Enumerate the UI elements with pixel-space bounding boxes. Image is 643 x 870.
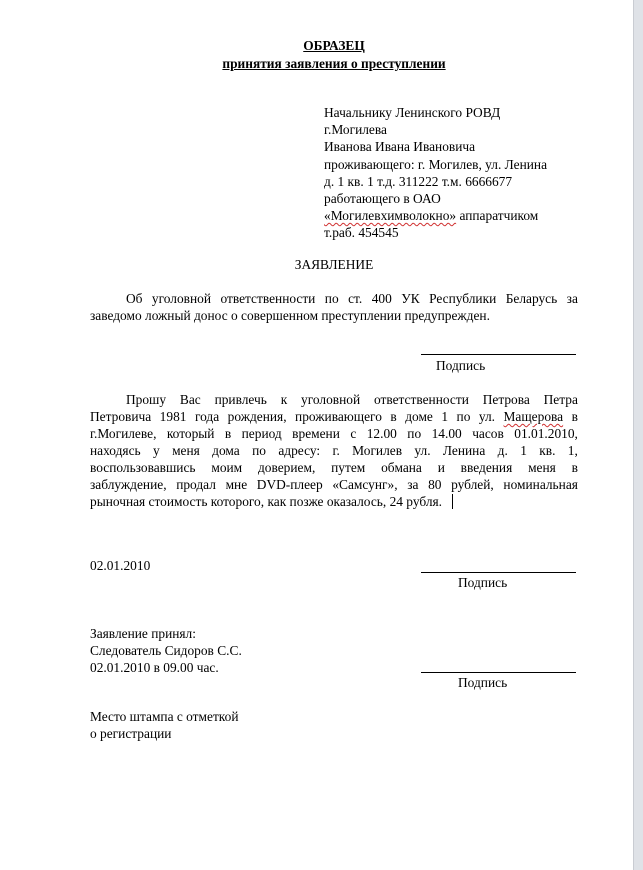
addressee-line: Начальнику Ленинского РОВД bbox=[324, 105, 501, 120]
addressee-line bbox=[324, 207, 547, 224]
stamp-note: Место штампа с отметкой bbox=[90, 709, 239, 724]
addressee-line: работающего в ОАО bbox=[324, 190, 441, 206]
complaint-paragraph bbox=[90, 391, 578, 510]
text-line: заведомо ложный донос о совершенном преступлении предупрежден. bbox=[90, 308, 490, 323]
word: 14.00 bbox=[431, 426, 462, 441]
word: воспользовавшись bbox=[90, 460, 196, 475]
word: доме bbox=[405, 409, 433, 424]
word: уголовной bbox=[151, 291, 212, 306]
word: 80 bbox=[428, 477, 442, 492]
word: период bbox=[241, 426, 282, 441]
word: «Самсунг», bbox=[332, 477, 398, 492]
word: рублей, bbox=[451, 477, 494, 492]
word: адресу: bbox=[278, 443, 321, 458]
addressee-line: г.Могилева bbox=[324, 122, 387, 138]
word: продал bbox=[176, 477, 216, 492]
word: 1, bbox=[567, 443, 578, 458]
word: по bbox=[324, 291, 339, 306]
word: кв. bbox=[539, 443, 556, 458]
spellcheck-word: «Могилевхимволокно» bbox=[324, 208, 457, 224]
word: Прошу bbox=[126, 392, 167, 407]
word: по bbox=[252, 443, 266, 458]
addressee-line: Иванова Ивана Ивановича bbox=[324, 139, 476, 155]
word: 01.01.2010, bbox=[514, 426, 578, 441]
word: ответственности bbox=[373, 392, 469, 407]
signature-label: Подпись bbox=[458, 575, 508, 590]
word: DVD-плеер bbox=[256, 477, 323, 492]
word: часов bbox=[472, 426, 504, 441]
signature-label: Подпись bbox=[436, 358, 486, 373]
word: по bbox=[456, 409, 471, 424]
addressee-line: проживающего: г. Могилев, ул. Ленина bbox=[324, 156, 548, 172]
word: 400 bbox=[371, 291, 392, 306]
word: в bbox=[571, 409, 578, 424]
word: Вас bbox=[179, 392, 201, 407]
word: Ленина bbox=[442, 443, 486, 458]
justified-line bbox=[90, 408, 578, 425]
word: года bbox=[194, 409, 220, 424]
justified-line bbox=[90, 425, 578, 442]
word: 1 bbox=[441, 409, 449, 424]
word: Мащерова bbox=[503, 409, 564, 424]
word: за bbox=[407, 477, 419, 492]
justified-line bbox=[90, 391, 578, 408]
accepted-line: Следователь Сидоров С.С. bbox=[90, 643, 242, 658]
document-title: ОБРАЗЕЦ bbox=[303, 38, 365, 53]
text-line bbox=[90, 493, 578, 510]
word: меня bbox=[528, 460, 556, 475]
word: привлечь bbox=[214, 392, 267, 407]
word: Петрова bbox=[482, 392, 530, 407]
word: в bbox=[390, 409, 397, 424]
word: Об bbox=[126, 291, 143, 306]
addressee-block bbox=[324, 104, 547, 242]
window-edge bbox=[634, 0, 643, 870]
word: заблуждение, bbox=[90, 477, 167, 492]
justified-line bbox=[90, 459, 578, 476]
word: моим bbox=[211, 460, 243, 475]
accepted-line: Заявление принял: bbox=[90, 626, 196, 641]
word: 1981 bbox=[159, 409, 187, 424]
word: в bbox=[571, 460, 578, 475]
signature-line bbox=[421, 354, 576, 355]
word: номинальная bbox=[503, 477, 578, 492]
addressee-line: д. 1 кв. 1 т.д. 311222 т.м. 6666677 bbox=[324, 173, 513, 189]
word: уголовной bbox=[301, 392, 361, 407]
word: г. bbox=[332, 443, 340, 458]
word: введения bbox=[460, 460, 513, 475]
word: обмана bbox=[381, 460, 422, 475]
word: по bbox=[407, 426, 422, 441]
text-cursor bbox=[452, 494, 453, 509]
word: путем bbox=[331, 460, 366, 475]
addressee-line-tail: аппаратчиком bbox=[456, 208, 539, 224]
word: г.Могилеве, bbox=[90, 426, 157, 441]
word: Петра bbox=[543, 392, 578, 407]
word: с bbox=[350, 426, 357, 441]
word: и bbox=[437, 460, 445, 475]
word: д. bbox=[497, 443, 508, 458]
statement-heading: ЗАЯВЛЕНИЕ bbox=[294, 257, 374, 272]
word: меня bbox=[172, 443, 200, 458]
word: дома bbox=[212, 443, 240, 458]
word: Республики bbox=[429, 291, 497, 306]
word: Петровича bbox=[90, 409, 152, 424]
word: 1 bbox=[520, 443, 527, 458]
signature-line bbox=[421, 572, 576, 573]
word: ответственности bbox=[220, 291, 316, 306]
word: УК bbox=[401, 291, 420, 306]
document-subtitle: принятия заявления о преступлении bbox=[222, 56, 446, 71]
word: мне bbox=[225, 477, 248, 492]
word: Беларусь bbox=[505, 291, 558, 306]
justified-line bbox=[90, 290, 578, 307]
justified-line bbox=[90, 476, 578, 493]
word: к bbox=[280, 392, 288, 407]
addressee-line: т.раб. 454545 bbox=[324, 225, 399, 241]
word: у bbox=[153, 443, 160, 458]
word: находясь bbox=[90, 443, 141, 458]
word: за bbox=[566, 291, 578, 306]
word: ул. bbox=[414, 443, 431, 458]
word: времени bbox=[292, 426, 340, 441]
warning-paragraph bbox=[90, 290, 578, 324]
word: ул. bbox=[478, 409, 496, 424]
word: рождения, bbox=[227, 409, 287, 424]
word: ст. bbox=[348, 291, 363, 306]
statement-date: 02.01.2010 bbox=[90, 558, 151, 573]
word: проживающего bbox=[295, 409, 382, 424]
accepted-line: 02.01.2010 в 09.00 час. bbox=[90, 660, 219, 675]
word: который bbox=[166, 426, 215, 441]
word: Могилев bbox=[352, 443, 403, 458]
word: 12.00 bbox=[366, 426, 397, 441]
last-line-text: рыночная стоимость которого, как позже оказалось, 24 рубля. bbox=[90, 494, 443, 509]
signature-line bbox=[421, 672, 576, 673]
stamp-note: о регистрации bbox=[90, 726, 172, 741]
signature-label: Подпись bbox=[458, 675, 508, 690]
word: в bbox=[224, 426, 232, 441]
justified-line bbox=[90, 442, 578, 459]
word: доверием, bbox=[257, 460, 316, 475]
